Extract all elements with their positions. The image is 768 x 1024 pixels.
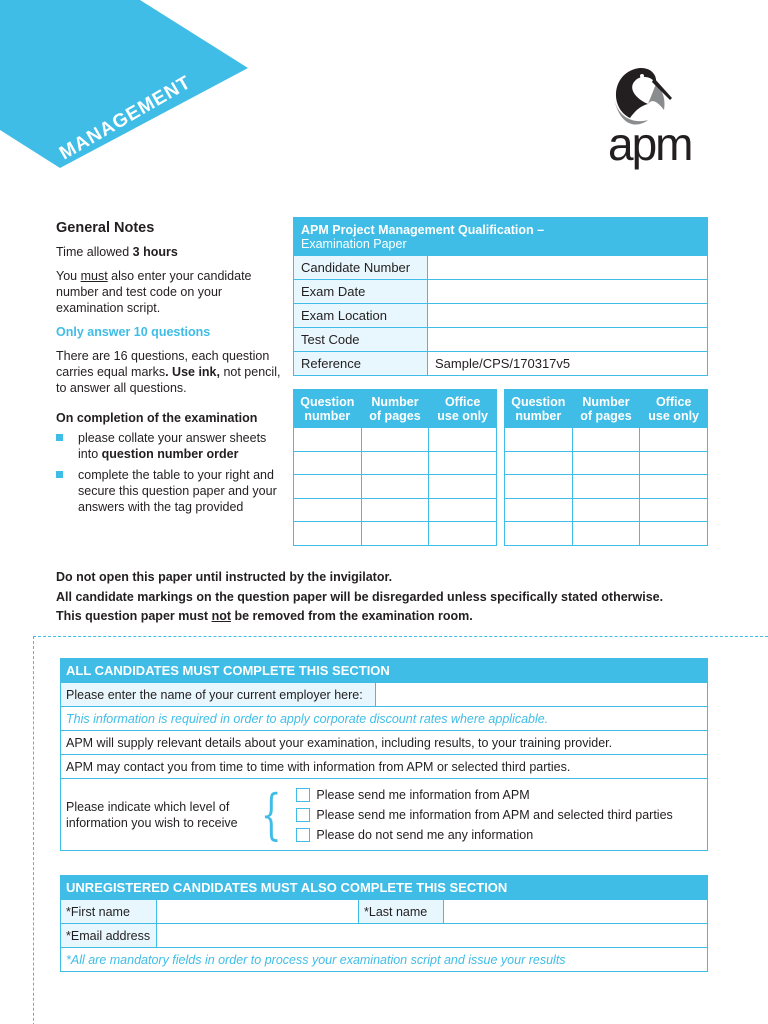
- question-table-left: [293, 389, 497, 546]
- col-office-line2: use only: [437, 408, 489, 423]
- col-office-use: [429, 390, 497, 428]
- use-ink-dot: .: [165, 365, 169, 379]
- header-line2: Examination Paper: [301, 236, 407, 251]
- header-line1: APM Project Management Qualification –: [301, 222, 545, 237]
- checkbox-no-information[interactable]: [296, 828, 310, 842]
- col-pages-line1: Number: [582, 394, 630, 409]
- col-number-of-pages: [361, 390, 429, 428]
- row-exam-location: [294, 304, 708, 328]
- col-office-line2: use only: [648, 408, 700, 423]
- question-number-cell[interactable]: [505, 451, 573, 475]
- bullet-complete-table: [56, 467, 281, 515]
- table-row: [294, 475, 497, 499]
- information-options: [296, 788, 672, 842]
- table-row: [294, 498, 497, 522]
- bullet-collate: [56, 430, 281, 462]
- office-cell: [429, 522, 497, 546]
- bullet-square-icon: [56, 434, 63, 441]
- question-number-cell[interactable]: [505, 522, 573, 546]
- must-suffix: also enter your candidate number and test code on your examination script.: [56, 269, 252, 315]
- notes-title: General Notes: [56, 220, 155, 236]
- question-number-cell[interactable]: [294, 428, 362, 452]
- logo-text: apm: [608, 118, 692, 170]
- col-pages-line2: of pages: [580, 408, 632, 423]
- discount-note: This information is required in order to apply corporate discount rates where applicable.: [61, 707, 708, 731]
- option-no-information-label: Please do not send me any information: [316, 827, 534, 842]
- exam-warning: [56, 568, 663, 627]
- table-row: [294, 522, 497, 546]
- completion-title: On completion of the examination: [56, 411, 258, 425]
- email-label: *Email address: [61, 924, 157, 948]
- table-row: [294, 428, 497, 452]
- must-word: must: [80, 269, 108, 283]
- exam-info-header: [294, 218, 708, 256]
- warning-line1: Do not open this paper until instructed by the invigilator.: [56, 570, 393, 584]
- mandatory-note: *All are mandatory fields in order to process your examination script and issue your results: [61, 948, 708, 972]
- pages-cell[interactable]: [361, 475, 429, 499]
- col-pages-line2: of pages: [369, 408, 421, 423]
- information-level-cell: [61, 779, 708, 851]
- table-row: [505, 451, 708, 475]
- exam-info-header-cell: [294, 218, 708, 256]
- office-cell: [429, 451, 497, 475]
- col-question-number: [294, 390, 362, 428]
- question-number-cell[interactable]: [294, 522, 362, 546]
- unregistered-header-text: UNREGISTERED CANDIDATES MUST ALSO COMPLETE THIS SECTION: [61, 876, 708, 900]
- table-row: [505, 498, 708, 522]
- office-cell: [640, 498, 708, 522]
- contact-row: [61, 755, 708, 779]
- supply-row: [61, 731, 708, 755]
- all-candidates-section: [60, 658, 708, 851]
- pages-cell[interactable]: [361, 428, 429, 452]
- option-apm-and-third-parties[interactable]: [296, 808, 672, 822]
- table-row: [505, 428, 708, 452]
- col-pages-line1: Number: [371, 394, 419, 409]
- email-field[interactable]: [157, 924, 708, 948]
- warning-line3-prefix: This question paper must: [56, 609, 212, 623]
- last-name-label: *Last name: [359, 900, 444, 924]
- bullet-square-icon: [56, 471, 63, 478]
- test-code-label: Test Code: [294, 328, 428, 352]
- row-reference: [294, 352, 708, 376]
- office-cell: [640, 475, 708, 499]
- brace-icon: {: [260, 782, 282, 846]
- warning-line3: [56, 607, 663, 627]
- warning-line3-suffix: be removed from the examination room.: [231, 609, 473, 623]
- option-apm-only[interactable]: [296, 788, 672, 802]
- pages-cell[interactable]: [361, 498, 429, 522]
- col-question-line2: number: [515, 408, 562, 423]
- warning-line2: All candidate markings on the question paper will be disregarded unless specifically stated otherwise.: [56, 589, 664, 604]
- information-level-label: Please indicate which level of information you wish to receive: [66, 799, 238, 830]
- reference-label: Reference: [294, 352, 428, 376]
- candidate-number-label: Candidate Number: [294, 256, 428, 280]
- time-allowed: [56, 244, 281, 260]
- office-cell: [640, 451, 708, 475]
- exam-location-label: Exam Location: [294, 304, 428, 328]
- last-name-field[interactable]: [444, 900, 708, 924]
- checkbox-apm-and-third-parties[interactable]: [296, 808, 310, 822]
- employer-label: Please enter the name of your current employer here:: [61, 683, 376, 707]
- question-number-cell[interactable]: [505, 475, 573, 499]
- question-number-cell[interactable]: [294, 475, 362, 499]
- bullet1-prefix: please collate your answer sheets into: [78, 431, 267, 461]
- general-notes: [56, 220, 281, 520]
- bullet-collate-text: [78, 430, 281, 462]
- office-cell: [640, 428, 708, 452]
- employer-row: [61, 683, 708, 707]
- pages-cell[interactable]: [572, 451, 640, 475]
- all-candidates-header: [61, 659, 708, 683]
- email-row: [61, 924, 708, 948]
- only-answer-note: Only answer 10 questions: [56, 325, 211, 339]
- first-name-label: *First name: [61, 900, 157, 924]
- information-level-row: [61, 779, 708, 851]
- supply-note: APM will supply relevant details about your examination, including results, to your training provider.: [61, 731, 708, 755]
- question-table-header: [505, 390, 708, 428]
- office-cell: [640, 522, 708, 546]
- exam-date-field[interactable]: [428, 280, 708, 304]
- employer-field[interactable]: [376, 683, 708, 707]
- question-number-cell[interactable]: [294, 498, 362, 522]
- table-row: [294, 451, 497, 475]
- table-row: [505, 522, 708, 546]
- use-ink-suffix: not pencil, to answer all questions.: [56, 365, 281, 395]
- time-value: 3 hours: [132, 245, 178, 259]
- option-apm-and-third-parties-label: Please send me information from APM and selected third parties: [316, 807, 673, 822]
- pages-cell[interactable]: [361, 451, 429, 475]
- pages-cell[interactable]: [572, 498, 640, 522]
- exam-info-table: [293, 217, 708, 376]
- question-number-cell[interactable]: [505, 498, 573, 522]
- banner-label: MANAGEMENT: [56, 72, 195, 165]
- time-prefix: Time allowed: [56, 245, 133, 259]
- office-cell: [429, 498, 497, 522]
- unregistered-header: [61, 876, 708, 900]
- contact-note: APM may contact you from time to time with information from APM or selected third parties.: [61, 755, 708, 779]
- all-candidates-header-text: ALL CANDIDATES MUST COMPLETE THIS SECTION: [61, 659, 708, 683]
- apm-logo: [600, 58, 730, 178]
- questions-note: [56, 348, 281, 396]
- office-cell: [429, 428, 497, 452]
- must-note: [56, 268, 281, 316]
- question-table-header: [294, 390, 497, 428]
- management-banner: [0, 0, 260, 180]
- exam-location-field[interactable]: [428, 304, 708, 328]
- col-question-number: [505, 390, 573, 428]
- option-apm-only-label: Please send me information from APM: [316, 787, 530, 802]
- col-office-line1: Office: [444, 394, 481, 409]
- row-exam-date: [294, 280, 708, 304]
- reference-value: Sample/CPS/170317v5: [428, 352, 708, 376]
- test-code-field[interactable]: [428, 328, 708, 352]
- row-test-code: [294, 328, 708, 352]
- mandatory-row: [61, 948, 708, 972]
- bird-icon: [614, 68, 672, 125]
- checkbox-apm-only[interactable]: [296, 788, 310, 802]
- col-question-line1: Question: [300, 394, 355, 409]
- first-name-field[interactable]: [157, 900, 359, 924]
- col-office-line1: Office: [655, 394, 692, 409]
- name-row: [61, 900, 708, 924]
- use-ink: Use ink,: [168, 365, 220, 379]
- col-question-line1: Question: [511, 394, 566, 409]
- questions-text: There are 16 questions, each question carries equal marks: [56, 349, 270, 379]
- pages-cell[interactable]: [572, 522, 640, 546]
- bullet2-text: complete the table to your right and secure this question paper and your answers with the tag provided: [78, 468, 277, 514]
- pages-cell[interactable]: [572, 428, 640, 452]
- candidate-number-field[interactable]: [428, 256, 708, 280]
- question-number-cell[interactable]: [294, 451, 362, 475]
- unregistered-section: [60, 875, 708, 972]
- row-candidate-number: [294, 256, 708, 280]
- question-table-right: [504, 389, 708, 546]
- warning-not: not: [211, 609, 232, 623]
- discount-row: [61, 707, 708, 731]
- pages-cell[interactable]: [572, 475, 640, 499]
- question-number-cell[interactable]: [505, 428, 573, 452]
- col-office-use: [640, 390, 708, 428]
- col-question-line2: number: [304, 408, 351, 423]
- must-prefix: You: [56, 269, 81, 283]
- bullet1-bold: question number order: [101, 447, 239, 461]
- exam-date-label: Exam Date: [294, 280, 428, 304]
- col-number-of-pages: [572, 390, 640, 428]
- information-level: [66, 782, 702, 846]
- option-no-information[interactable]: [296, 828, 672, 842]
- pages-cell[interactable]: [361, 522, 429, 546]
- table-row: [505, 475, 708, 499]
- office-cell: [429, 475, 497, 499]
